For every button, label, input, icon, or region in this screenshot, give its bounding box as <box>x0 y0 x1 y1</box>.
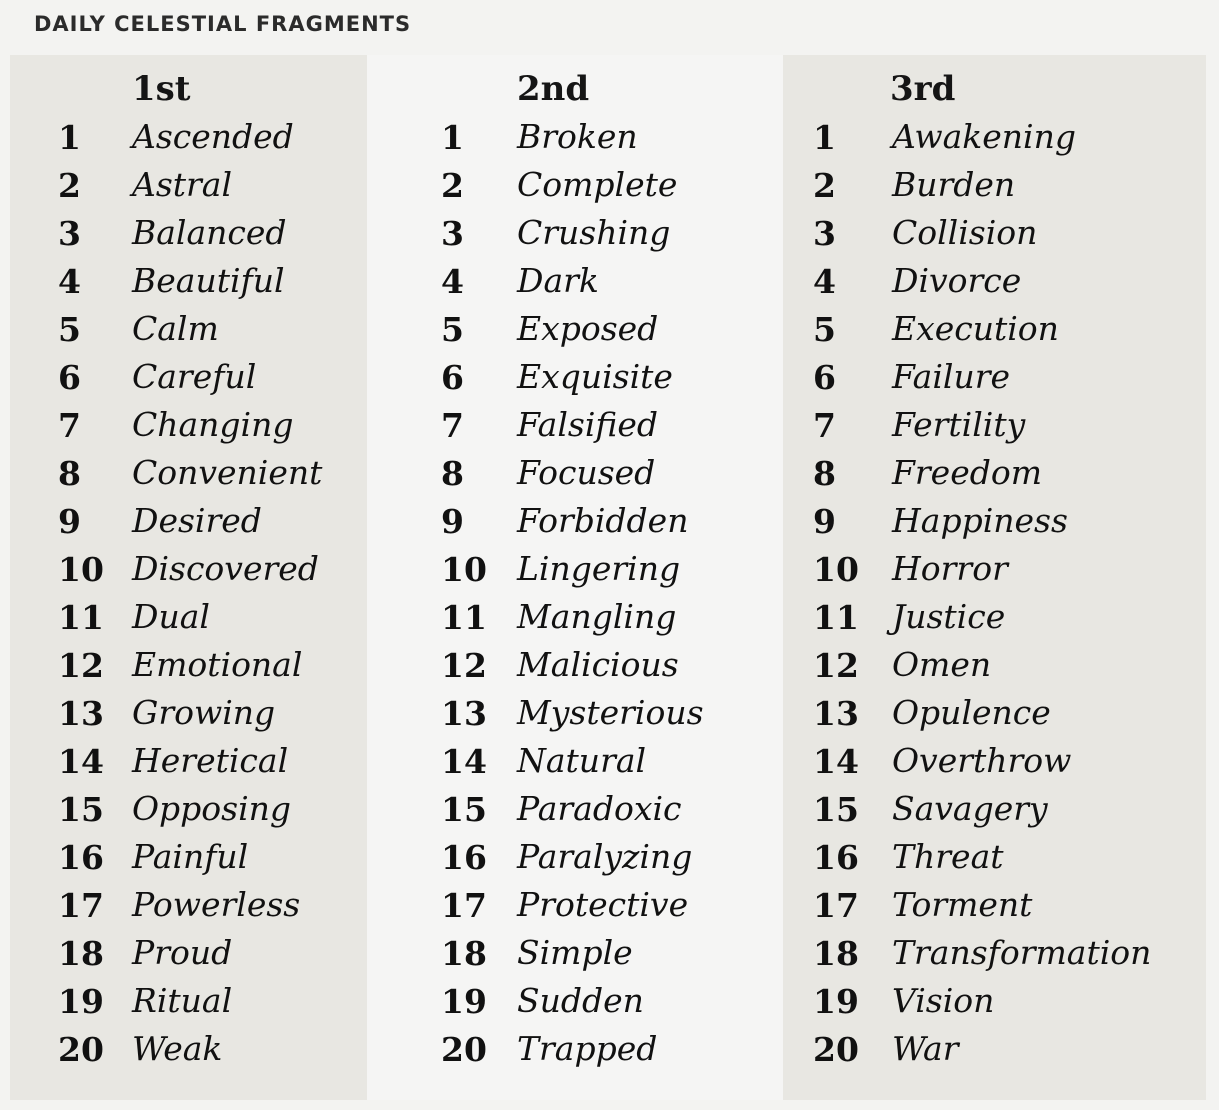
entry-word: Happiness <box>892 501 1068 540</box>
entry-number: 11 <box>441 598 487 637</box>
entry-number: 13 <box>441 694 487 733</box>
entry-word: Simple <box>517 933 633 972</box>
entry-word: Careful <box>132 357 257 396</box>
column-header: 2nd <box>517 69 590 109</box>
entry-number: 12 <box>58 646 104 685</box>
list-item <box>783 163 1206 211</box>
list-item <box>783 787 1206 835</box>
list-item <box>783 115 1206 163</box>
entry-number: 3 <box>813 214 836 253</box>
entry-number: 15 <box>58 790 104 829</box>
entry-word: Awakening <box>892 117 1076 156</box>
entry-number: 4 <box>441 262 464 301</box>
list-item <box>367 115 783 163</box>
entry-number: 1 <box>441 118 464 157</box>
list-item <box>10 307 367 355</box>
entry-number: 17 <box>58 886 104 925</box>
entry-word: Paralyzing <box>517 837 693 876</box>
list-item <box>10 115 367 163</box>
entry-number: 11 <box>58 598 104 637</box>
entry-number: 14 <box>441 742 487 781</box>
entry-word: Ritual <box>132 981 233 1020</box>
entry-word: Focused <box>517 453 656 492</box>
entry-number: 9 <box>58 502 81 541</box>
entry-word: Torment <box>892 885 1033 924</box>
entry-list <box>367 115 783 1075</box>
entry-word: Omen <box>892 645 992 684</box>
list-item <box>367 883 783 931</box>
entry-number: 6 <box>441 358 464 397</box>
list-item <box>783 451 1206 499</box>
entry-word: Vision <box>892 981 995 1020</box>
list-item <box>10 595 367 643</box>
entry-word: Powerless <box>132 885 301 924</box>
entry-word: Weak <box>132 1029 223 1068</box>
list-item <box>783 739 1206 787</box>
entry-number: 10 <box>58 550 104 589</box>
list-item <box>10 643 367 691</box>
entry-word: Lingering <box>517 549 681 588</box>
entry-number: 15 <box>813 790 859 829</box>
list-item <box>10 979 367 1027</box>
entry-number: 8 <box>441 454 464 493</box>
list-item <box>783 307 1206 355</box>
entry-word: Falsified <box>517 405 659 444</box>
entry-number: 19 <box>441 982 487 1021</box>
entry-word: Convenient <box>132 453 323 492</box>
entry-word: Mysterious <box>517 693 704 732</box>
list-item <box>367 1027 783 1075</box>
entry-number: 3 <box>441 214 464 253</box>
list-item <box>783 355 1206 403</box>
column-2nd <box>367 55 783 1100</box>
list-item <box>367 787 783 835</box>
list-item <box>10 163 367 211</box>
list-item <box>783 835 1206 883</box>
list-item <box>10 499 367 547</box>
entry-word: Forbidden <box>517 501 689 540</box>
entry-number: 6 <box>813 358 836 397</box>
entry-word: Collision <box>892 213 1038 252</box>
list-item <box>367 595 783 643</box>
entry-word: Changing <box>132 405 294 444</box>
list-item <box>367 403 783 451</box>
entry-word: Heretical <box>132 741 289 780</box>
list-item <box>783 547 1206 595</box>
entry-number: 1 <box>813 118 836 157</box>
entry-number: 20 <box>441 1030 487 1069</box>
entry-number: 2 <box>813 166 836 205</box>
list-item <box>367 547 783 595</box>
entry-word: Opulence <box>892 693 1051 732</box>
entry-word: Trapped <box>517 1029 658 1068</box>
list-item <box>783 643 1206 691</box>
entry-word: Freedom <box>892 453 1043 492</box>
entry-word: Exquisite <box>517 357 673 396</box>
entry-number: 18 <box>813 934 859 973</box>
entry-number: 7 <box>441 406 464 445</box>
entry-number: 12 <box>813 646 859 685</box>
entry-number: 3 <box>58 214 81 253</box>
entry-word: Painful <box>132 837 249 876</box>
entry-word: Burden <box>892 165 1016 204</box>
entry-word: Execution <box>892 309 1059 348</box>
entry-number: 5 <box>441 310 464 349</box>
entry-number: 13 <box>813 694 859 733</box>
entry-word: Threat <box>892 837 1004 876</box>
list-item <box>783 1027 1206 1075</box>
list-item <box>367 499 783 547</box>
list-item <box>10 547 367 595</box>
list-item <box>10 739 367 787</box>
entry-word: Ascended <box>132 117 294 156</box>
list-item <box>10 787 367 835</box>
entry-number: 7 <box>58 406 81 445</box>
entry-word: Justice <box>892 597 1006 636</box>
entry-number: 20 <box>58 1030 104 1069</box>
list-item <box>10 883 367 931</box>
entry-word: Paradoxic <box>517 789 682 828</box>
list-item <box>367 355 783 403</box>
entry-number: 9 <box>813 502 836 541</box>
list-item <box>783 979 1206 1027</box>
entry-word: Savagery <box>892 789 1048 828</box>
column-3rd <box>783 55 1206 1100</box>
list-item <box>783 211 1206 259</box>
entry-word: Complete <box>517 165 678 204</box>
entry-number: 5 <box>58 310 81 349</box>
list-item <box>367 163 783 211</box>
entry-word: Calm <box>132 309 219 348</box>
column-header: 1st <box>132 69 191 109</box>
entry-word: Growing <box>132 693 276 732</box>
list-item <box>10 931 367 979</box>
list-item <box>367 691 783 739</box>
entry-word: War <box>892 1029 959 1068</box>
entry-word: Astral <box>132 165 233 204</box>
entry-word: Transformation <box>892 933 1152 972</box>
entry-number: 16 <box>58 838 104 877</box>
entry-number: 16 <box>813 838 859 877</box>
entry-number: 2 <box>58 166 81 205</box>
entry-word: Opposing <box>132 789 292 828</box>
entry-word: Natural <box>517 741 647 780</box>
entry-word: Balanced <box>132 213 287 252</box>
list-item <box>783 931 1206 979</box>
list-item <box>10 835 367 883</box>
entry-number: 14 <box>813 742 859 781</box>
entry-number: 19 <box>813 982 859 1021</box>
entry-number: 17 <box>441 886 487 925</box>
column-1st <box>10 55 367 1100</box>
entry-number: 13 <box>58 694 104 733</box>
list-item <box>367 211 783 259</box>
entry-number: 19 <box>58 982 104 1021</box>
list-item <box>783 691 1206 739</box>
list-item <box>10 451 367 499</box>
list-item <box>367 643 783 691</box>
entry-number: 5 <box>813 310 836 349</box>
entry-number: 9 <box>441 502 464 541</box>
list-item <box>10 211 367 259</box>
entry-word: Proud <box>132 933 233 972</box>
entry-list <box>10 115 367 1075</box>
entry-word: Mangling <box>517 597 677 636</box>
entry-word: Desired <box>132 501 262 540</box>
list-item <box>367 451 783 499</box>
entry-number: 20 <box>813 1030 859 1069</box>
list-item <box>367 835 783 883</box>
list-item <box>10 403 367 451</box>
list-item <box>783 259 1206 307</box>
entry-number: 12 <box>441 646 487 685</box>
entry-word: Horror <box>892 549 1008 588</box>
entry-word: Sudden <box>517 981 644 1020</box>
entry-list <box>783 115 1206 1075</box>
entry-word: Emotional <box>132 645 303 684</box>
entry-number: 1 <box>58 118 81 157</box>
list-item <box>783 883 1206 931</box>
entry-word: Dark <box>517 261 599 300</box>
entry-word: Protective <box>517 885 689 924</box>
entry-number: 10 <box>441 550 487 589</box>
entry-number: 2 <box>441 166 464 205</box>
entry-number: 8 <box>813 454 836 493</box>
list-item <box>367 259 783 307</box>
entry-word: Overthrow <box>892 741 1072 780</box>
entry-word: Exposed <box>517 309 659 348</box>
entry-word: Fertility <box>892 405 1026 444</box>
list-item <box>783 499 1206 547</box>
column-header: 3rd <box>890 69 956 109</box>
entry-number: 6 <box>58 358 81 397</box>
list-item <box>10 259 367 307</box>
entry-word: Discovered <box>132 549 319 588</box>
list-item <box>10 691 367 739</box>
entry-word: Crushing <box>517 213 671 252</box>
entry-number: 15 <box>441 790 487 829</box>
entry-number: 7 <box>813 406 836 445</box>
entry-word: Dual <box>132 597 210 636</box>
list-item <box>367 979 783 1027</box>
entry-word: Broken <box>517 117 638 156</box>
entry-number: 18 <box>58 934 104 973</box>
entry-number: 10 <box>813 550 859 589</box>
entry-number: 14 <box>58 742 104 781</box>
entry-word: Beautiful <box>132 261 285 300</box>
list-item <box>10 355 367 403</box>
page-title: DAILY CELESTIAL FRAGMENTS <box>34 12 412 36</box>
entry-word: Divorce <box>892 261 1022 300</box>
entry-number: 8 <box>58 454 81 493</box>
list-item <box>367 931 783 979</box>
entry-number: 4 <box>58 262 81 301</box>
entry-word: Failure <box>892 357 1010 396</box>
entry-number: 11 <box>813 598 859 637</box>
list-item <box>10 1027 367 1075</box>
entry-number: 4 <box>813 262 836 301</box>
entry-number: 16 <box>441 838 487 877</box>
entry-word: Malicious <box>517 645 679 684</box>
list-item <box>367 739 783 787</box>
list-item <box>783 595 1206 643</box>
entry-number: 18 <box>441 934 487 973</box>
list-item <box>783 403 1206 451</box>
entry-number: 17 <box>813 886 859 925</box>
list-item <box>367 307 783 355</box>
